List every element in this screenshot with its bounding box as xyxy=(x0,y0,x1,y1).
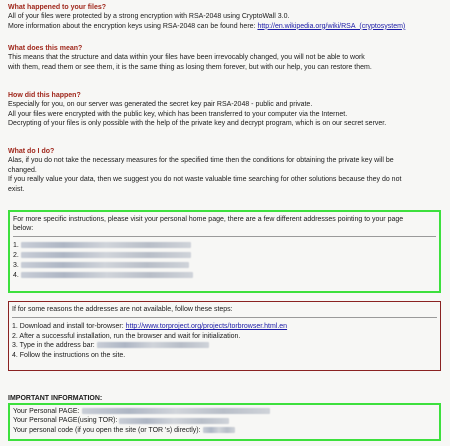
redacted-address xyxy=(21,262,189,268)
text-line: below: xyxy=(13,225,34,233)
personal-code-line xyxy=(13,426,436,435)
redacted-personal-page[interactable] xyxy=(82,408,270,414)
text-line: Decrypting of your files is only possible with the help of the private key and decrypt program, which is on our secret server. xyxy=(8,120,387,128)
section-how-did-this-happen xyxy=(8,91,444,129)
section-what-does-this-mean xyxy=(8,44,444,72)
text-line xyxy=(8,22,444,31)
text-line: with them, read them or see them, it is the same thing as losing them forever, but with our help, you can restore them. xyxy=(8,63,372,71)
step-1 xyxy=(12,322,437,331)
redacted-tor-address xyxy=(97,342,209,348)
text-line: exist. xyxy=(8,185,25,193)
address-item[interactable] xyxy=(13,241,436,251)
personal-home-page-box xyxy=(8,210,441,293)
section-what-do-i-do xyxy=(8,147,444,194)
torbrowser-link[interactable]: http://www.torproject.org/projects/torbrowser.html.en xyxy=(125,323,288,331)
divider xyxy=(12,317,437,318)
section-what-happened xyxy=(8,3,444,31)
text-fragment: 1. Download and install tor-browser: xyxy=(12,323,126,331)
wikipedia-rsa-link[interactable]: http://en.wikipedia.org/wiki/RSA_(cryptosystem) xyxy=(257,22,406,30)
important-information-heading: IMPORTANT INFORMATION: xyxy=(8,395,103,402)
text-fragment: 3. Type in the address bar: xyxy=(12,342,95,350)
address-item[interactable] xyxy=(13,261,436,271)
step-3 xyxy=(12,341,437,350)
address-number: 2. xyxy=(13,251,19,259)
redacted-address xyxy=(21,272,193,278)
tor-instructions-box xyxy=(8,301,441,371)
text-line: This means that the structure and data within your files have been irrevocably changed, you will not be able to work xyxy=(8,54,365,62)
step-2: 2. After a successful installation, run the browser and wait for initialization. xyxy=(12,332,241,340)
text-fragment: More information about the encryption keys using RSA-2048 can be found here: xyxy=(8,22,258,30)
text-line: For more specific instructions, please visit your personal home page, there are a few different addresses pointing to your page xyxy=(13,216,404,223)
address-number: 3. xyxy=(13,261,19,269)
address-item[interactable] xyxy=(13,251,436,261)
text-line: If for some reasons the addresses are not available, follow these steps: xyxy=(12,306,233,313)
text-line: If you really value your data, then we suggest you do not waste valuable time searching for other solutions because they do not xyxy=(8,176,402,184)
text-line: All of your files were protected by a strong encryption with RSA-2048 using CryptoWall 3.0. xyxy=(8,13,290,21)
personal-info-box xyxy=(8,403,441,441)
heading-what-do-i-do: What do I do? xyxy=(8,148,55,155)
personal-page-line xyxy=(13,407,436,416)
redacted-address xyxy=(21,252,191,258)
personal-page-tor-line xyxy=(13,416,436,425)
heading-what-does-this-mean: What does this mean? xyxy=(8,45,83,52)
personal-page-tor-label: Your Personal PAGE(using TOR): xyxy=(13,417,118,425)
address-item[interactable] xyxy=(13,271,436,281)
step-4: 4. Follow the instructions on the site. xyxy=(12,351,126,359)
personal-code-label: Your personal code (if you open the site (or TOR 's) directly): xyxy=(13,426,201,434)
text-line: All your files were encrypted with the public key, which has been transferred to your computer via the Internet. xyxy=(8,110,348,118)
text-line: changed. xyxy=(8,166,37,174)
text-line: Especially for you, on our server was generated the secret key pair RSA-2048 - public and private. xyxy=(8,101,313,109)
divider xyxy=(13,236,436,237)
redacted-address xyxy=(21,242,191,248)
text-line: Alas, if you do not take the necessary measures for the specified time then the conditions for obtaining the private key will be xyxy=(8,157,394,165)
address-number: 4. xyxy=(13,271,19,279)
heading-what-happened: What happened to your files? xyxy=(8,4,107,11)
personal-page-label: Your Personal PAGE: xyxy=(13,408,80,415)
redacted-personal-page-tor[interactable] xyxy=(119,418,229,424)
heading-how-did-this-happen: How did this happen? xyxy=(8,92,81,99)
address-number: 1. xyxy=(13,241,19,249)
redacted-personal-code xyxy=(203,427,235,433)
